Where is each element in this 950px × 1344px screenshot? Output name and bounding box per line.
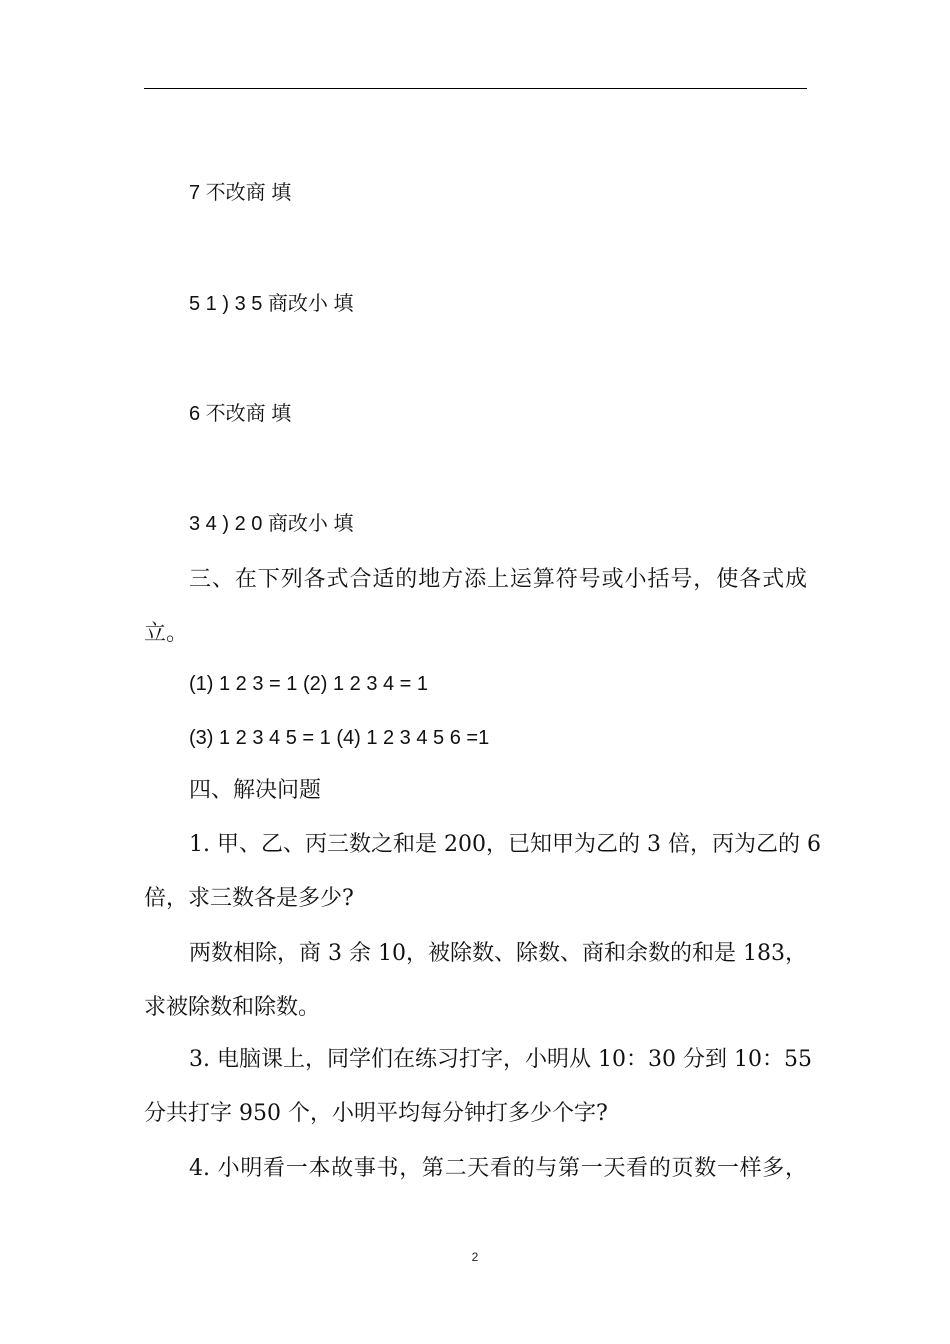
question-3-cont: 分共打字 950 个，小明平均每分钟打多少个字? [144, 1101, 608, 1126]
step-51: 5 1 ) 3 5 商改小 填 [189, 293, 354, 315]
question-2-cont: 求被除数和除数。 [144, 995, 321, 1020]
question-3: 3. 电脑课上，同学们在练习打字，小明从 10：30 分到 10：55 [189, 1047, 812, 1072]
question-4: 4. 小明看一本故事书，第二天看的与第一天看的页数一样多， [189, 1156, 807, 1181]
step-7: 7 不改商 填 [189, 182, 292, 204]
equation-line-1: (1) 1 2 3 = 1 (2) 1 2 3 4 = 1 [189, 673, 429, 695]
page-number: 2 [471, 1250, 479, 1264]
step-34: 3 4 ) 2 0 商改小 填 [189, 513, 354, 535]
step-6: 6 不改商 填 [189, 403, 292, 425]
equation-line-2: (3) 1 2 3 4 5 = 1 (4) 1 2 3 4 5 6 =1 [189, 727, 490, 749]
question-2: 两数相除，商 3 余 10，被除数、除数、商和余数的和是 183， [189, 941, 807, 966]
header-rule [144, 88, 807, 89]
section3-title: 三、在下列各式合适的地方添上运算符号或小括号，使各式成 [189, 567, 807, 592]
question-1-cont: 倍，求三数各是多少? [144, 886, 354, 911]
section3-title-cont: 立。 [144, 621, 189, 646]
section4-title: 四、解决问题 [189, 778, 322, 803]
question-1: 1. 甲、乙、丙三数之和是 200，已知甲为乙的 3 倍，丙为乙的 6 [189, 832, 821, 857]
